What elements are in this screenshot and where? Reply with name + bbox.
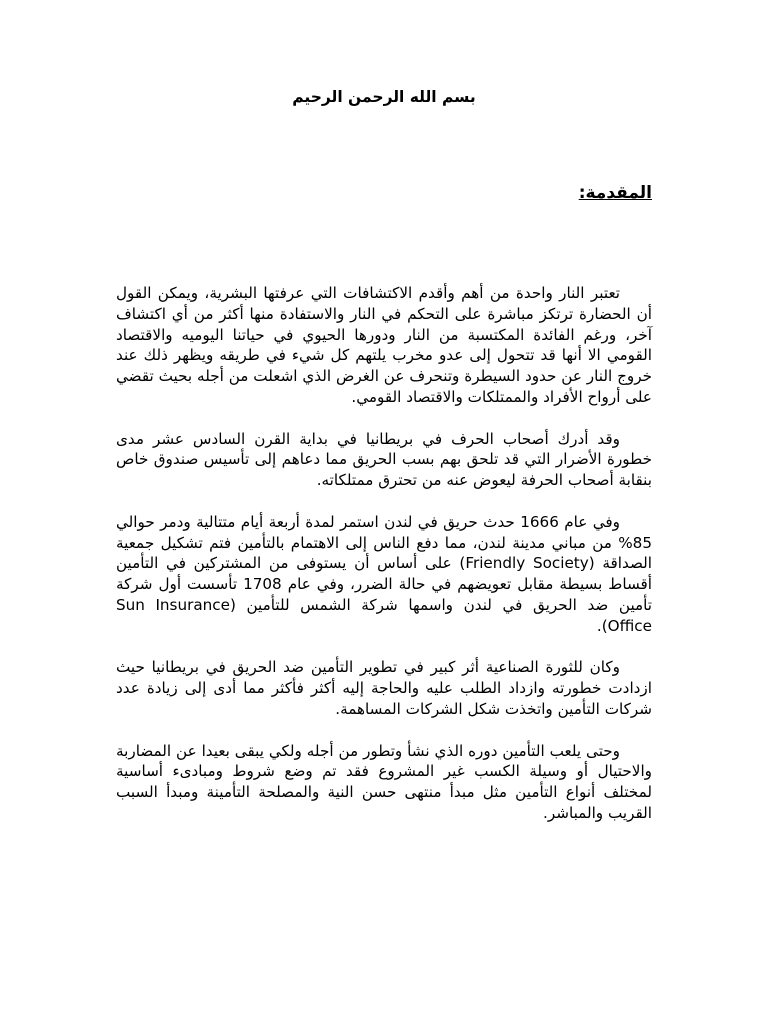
- paragraph-craftsmen: وقد أدرك أصحاب الحرف في بريطانيا في بداية القرن السادس عشر مدى خطورة الأضرار التي قد تلحق بهم بسب الحريق مما دعاهم إلى تأسيس صندوق خاص بنقابة أصحاب الحرفة ليعوض عنه من تحترق ممتلكاته.: [116, 429, 652, 490]
- document-body: [116, 283, 652, 824]
- paragraph-london-fire: وفي عام 1666 حدث حريق في لندن استمر لمدة أربعة أيام متتالية ودمر حوالي 85% من مباني مدينة لندن، مما دفع الناس إلى الاهتمام بالتأمين فتم تشكيل جمعية الصداقة (Friendly Society) على أساس أن يستوفى من المشتركين في التأمين أقساط بسيطة مقابل تعويضهم في حالة الضرر، وفي عام 1708 تأسست أول شركة تأمين ضد الحريق في لندن واسمها شركة الشمس للتأمين (Sun Insurance Office).: [116, 512, 653, 635]
- introduction-heading: المقدمة:: [578, 183, 652, 203]
- paragraph-industrial-revolution: وكان للثورة الصناعية أثر كبير في تطوير التأمين ضد الحريق في بريطانيا حيث ازدادت خطورته وازداد الطلب عليه والحاجة إليه أكثر فأكثر مما أدى إلى زيادة عدد شركات التأمين واتخذت شكل الشركات المساهمة.: [116, 658, 652, 718]
- basmala-heading: بسم الله الرحمن الرحيم: [292, 88, 476, 106]
- paragraph-insurance-principles: وحتى يلعب التأمين دوره الذي نشأ وتطور من أجله ولكي يبقى بعيدا عن المضاربة والاحتيال أو وسيلة الكسب غير المشروع فقد تم وضع شروط ومبادىء أساسية لمختلف أنواع التأمين مثل مبدأ منتهى حسن النية والمصلحة التأمينة ومبدأ السبب القريب والمباشر.: [116, 741, 652, 822]
- paragraph-fire-history: تعتبر النار واحدة من أهم وأقدم الاكتشافات التي عرفتها البشرية، ويمكن القول أن الحضارة ترتكز مباشرة على التحكم في النار والاستفادة منها أكثر من أي اكتشاف آخر، ورغم الفائدة المكتسبة من النار ودورها الحيوي في حياتنا اليوميه والاقتصاد القومي الا أنها قد تتحول إلى عدو مخرب يلتهم كل شيء في طريقه ويظهر ذلك عند خروج النار عن حدود السيطرة وتنحرف عن الغرض الذي اشعلت من أجله بحيث تقضي على أرواح الأفراد والممتلكات والاقتصاد القومي.: [116, 284, 652, 406]
